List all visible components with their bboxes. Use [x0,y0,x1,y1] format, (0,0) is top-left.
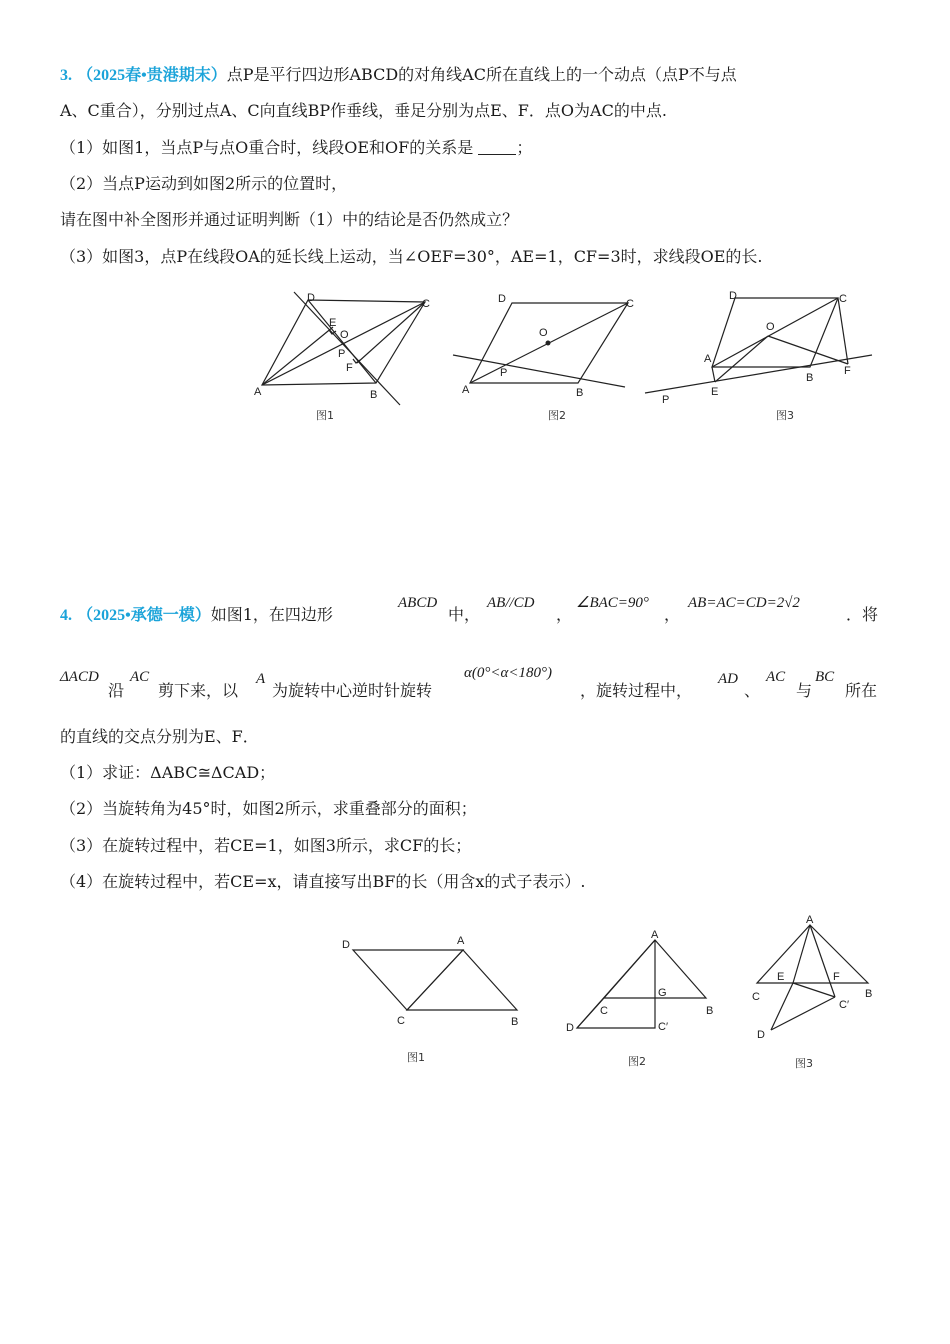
p4-bc: BC [815,669,835,685]
label-e: E [711,386,719,398]
perp-cf [357,302,425,363]
label-a: A [462,384,470,396]
label-b: B [576,387,584,399]
p3-line-1 [60,64,737,87]
perp-ae [712,367,715,382]
p4-along: 沿 [108,681,125,700]
label-d: D [307,292,315,304]
label-d: D [342,939,350,951]
segment-ec-prime [793,983,835,997]
label-b: B [706,1005,714,1017]
label-c: C [626,298,634,310]
label-a: A [651,929,659,941]
label-a: A [457,935,465,947]
label-f: F [844,365,851,377]
segment-of [768,336,848,364]
p4-with: 与 [796,681,813,700]
label-g: G [658,987,667,999]
label-d: D [566,1022,574,1034]
label-a: A [806,914,814,926]
perp-ae [262,327,333,385]
label-o: O [766,321,775,333]
p4-where: 所在 [845,681,878,700]
label-a: A [704,353,712,365]
p4-cond-2: ∠BAC=90° [576,595,649,611]
p4-q1: （1）求证：ΔABC≅ΔCAD； [60,763,276,782]
label-c-prime: C′ [839,999,850,1011]
p3-q2b: 请在图中补全图形并通过证明判断（1）中的结论是否仍然成立？ [60,210,519,229]
segment-oe [715,336,768,382]
label-e: E [329,317,337,329]
p3-figure-3 [640,285,880,425]
p4-alpha: α(0°<α<180°) [464,665,552,681]
p4-stem-1b: 中， [448,605,481,624]
p4-stem-1-end: ．将 [846,605,879,624]
line-bp [294,292,400,405]
label-b: B [511,1016,519,1028]
diagonal-ac [712,298,838,367]
segment-dc-prime [771,997,835,1030]
p3-stem-2: A、C重合），分别过点A、C向直线BP作垂线，垂足分别为点E、F．点O为AC的中点. [60,101,667,120]
fig-caption: 图2 [628,1055,646,1068]
p4-q2: （2）当旋转角为45°时，如图2所示，求重叠部分的面积； [60,799,477,818]
p4-number: 4. [60,607,72,624]
p4-figure-1 [335,925,535,1075]
fig-caption: 图1 [316,409,334,422]
answer-blank [478,140,516,155]
label-a: A [254,386,262,398]
fig-caption: 图1 [407,1051,425,1064]
p4-cut: 剪下来，以 [158,681,239,700]
label-c: C [422,298,430,310]
p4-source: （2025•承德一模） [77,607,211,624]
label-c-prime: C′ [658,1021,669,1033]
label-d: D [498,293,506,305]
p4-q4: （4）在旋转过程中，若CE=x，请直接写出BF的长（用含x的式子表示）. [60,872,586,891]
p3-source: （2025春•贵港期末） [77,67,227,84]
p4-sep: 、 [744,681,761,700]
fig-caption: 图3 [776,409,794,422]
p4-stem-1a: 如图1，在四边形 [210,605,333,624]
p4-comma-2: ， [664,605,681,624]
p4-acd: ΔACD [60,669,99,685]
segment-ed [771,983,793,1030]
triangle-abc [407,950,517,1010]
p4-during: ，旋转过程中， [580,681,693,700]
p4-cond-1: AB//CD [487,595,535,611]
p3-number: 3. [60,67,72,84]
label-p: P [662,394,670,406]
line-ac-prime [810,925,835,997]
p4-figure-2 [560,920,730,1075]
perp-cf [838,298,848,364]
label-p: P [338,348,346,360]
p3-figure-1 [250,285,440,425]
p4-figure-3 [745,905,895,1075]
label-f: F [833,971,840,983]
label-c: C [839,293,847,305]
fig-caption: 图3 [795,1057,813,1070]
p4-cond-3: AB=AC=CD=2√2 [688,595,800,611]
p3-stem-1: 点P是平行四边形ABCD的对角线AC所在直线上的一个动点（点P不与点 [226,65,737,84]
p4-line-1 [60,604,333,627]
line-bp [453,355,625,387]
p3-q1-end: ； [516,138,533,157]
label-c: C [752,991,760,1003]
p4-q3: （3）在旋转过程中，若CE=1，如图3所示，求CF的长； [60,836,472,855]
p3-q1-text: （1）如图1，当点P与点O重合时，线段OE和OF的关系是 [60,138,474,157]
fig-caption: 图2 [548,409,566,422]
triangle-acd [353,950,463,1010]
label-o: O [340,329,349,341]
p4-ac-2: AC [766,669,786,685]
label-c: C [397,1015,405,1027]
p4-ad: AD [718,671,738,687]
p4-comma-1: ， [556,605,573,624]
p4-abcd: ABCD [398,595,438,611]
label-d: D [729,290,737,302]
p4-rotate: 为旋转中心逆时针旋转 [272,681,433,700]
label-d: D [757,1029,765,1041]
label-o: O [539,327,548,339]
p4-ac: AC [130,669,150,685]
p4-a: A [256,671,266,687]
p3-figure-2 [450,285,640,425]
p3-q2a: （2）当点P运动到如图2所示的位置时， [60,174,348,193]
label-f: F [346,362,353,374]
label-b: B [370,389,378,401]
label-b: B [865,988,873,1000]
p3-q1 [60,137,532,159]
label-e: E [777,971,785,983]
p3-q3: （3）如图3，点P在线段OA的延长线上运动，当∠OEF=30°，AE=1，CF=3时，求线段OE的长. [60,247,763,266]
label-b: B [806,372,814,384]
point-o [546,341,551,346]
label-p: P [500,367,508,379]
label-c: C [600,1005,608,1017]
p4-stem-3: 的直线的交点分别为E、F． [60,727,259,746]
diagonal-bd [308,300,376,383]
